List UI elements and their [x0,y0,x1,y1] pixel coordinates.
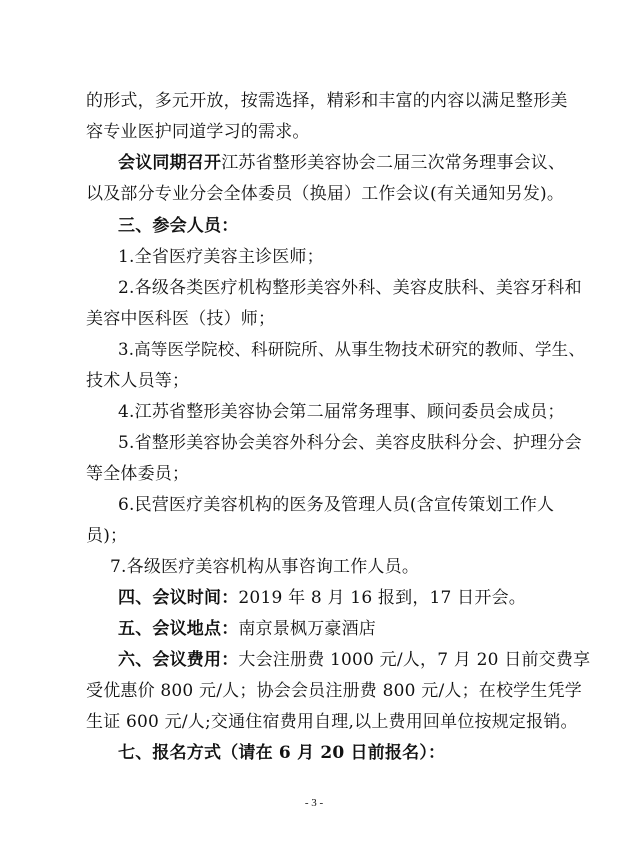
list-item-continuation: 技术人员等； [86,371,190,391]
emphasis-text: 会议同期召开 [118,153,222,173]
paragraph-line [118,616,376,642]
list-item: 3.高等医学院校、科研院所、从事生物技术研究的教师、学生、 [118,340,586,359]
section-heading: 三、参会人员： [118,216,239,236]
list-item: 4.江苏省整形美容协会第二届常务理事、顾问委员会成员； [118,402,565,422]
list-item: 1.全省医疗美容主诊医师； [118,247,324,267]
list-item: 7.各级医疗美容机构从事咨询工作人员。 [110,557,420,577]
body-text: 南京景枫万豪酒店 [238,619,377,639]
section-heading: 七、报名方式（请在 6 月 20 日前报名）： [118,743,446,763]
paragraph-line: 生证 600 元/人;交通住宿费用自理,以上费用回单位按规定报销。 [86,712,578,732]
paragraph-line [118,647,590,673]
list-item: 6.民营医疗美容机构的医务及管理人员(含宣传策划工作人 [118,495,555,515]
section-heading: 五、会议地点： [118,619,239,639]
paragraph-line: 的形式，多元开放，按需选择，精彩和丰富的内容以满足整形美 [86,91,568,111]
list-item-continuation: 员)； [86,526,128,546]
paragraph-line: 以及部分专业分会全体委员（换届）工作会议(有关通知另发)。 [86,184,565,204]
list-item: 2.各级各类医疗机构整形美容外科、美容皮肤科、美容牙科和 [118,278,582,298]
section-heading: 六、会议费用： [118,650,239,670]
list-item: 5.省整形美容协会美容外科分会、美容皮肤科分会、护理分会 [118,433,582,453]
paragraph-line [118,150,565,176]
body-text: 江苏省整形美容协会二届三次常务理事会议、 [221,153,566,173]
list-item-continuation: 美容中医科医（技）师； [86,309,276,329]
paragraph-line: 受优惠价 800 元/人；协会会员注册费 800 元/人；在校学生凭学 [86,681,582,701]
body-text: 大会注册费 1000 元/人，7 月 20 日前交费享 [238,650,591,670]
paragraph-line: 容专业医护同道学习的需求。 [86,122,310,142]
paragraph-line [118,585,526,611]
list-item-continuation: 等全体委员； [86,464,190,484]
page-number: - 3 - [304,797,324,809]
body-text: 2019 年 8 月 16 报到，17 日开会。 [238,588,526,608]
section-heading: 四、会议时间： [118,588,239,608]
